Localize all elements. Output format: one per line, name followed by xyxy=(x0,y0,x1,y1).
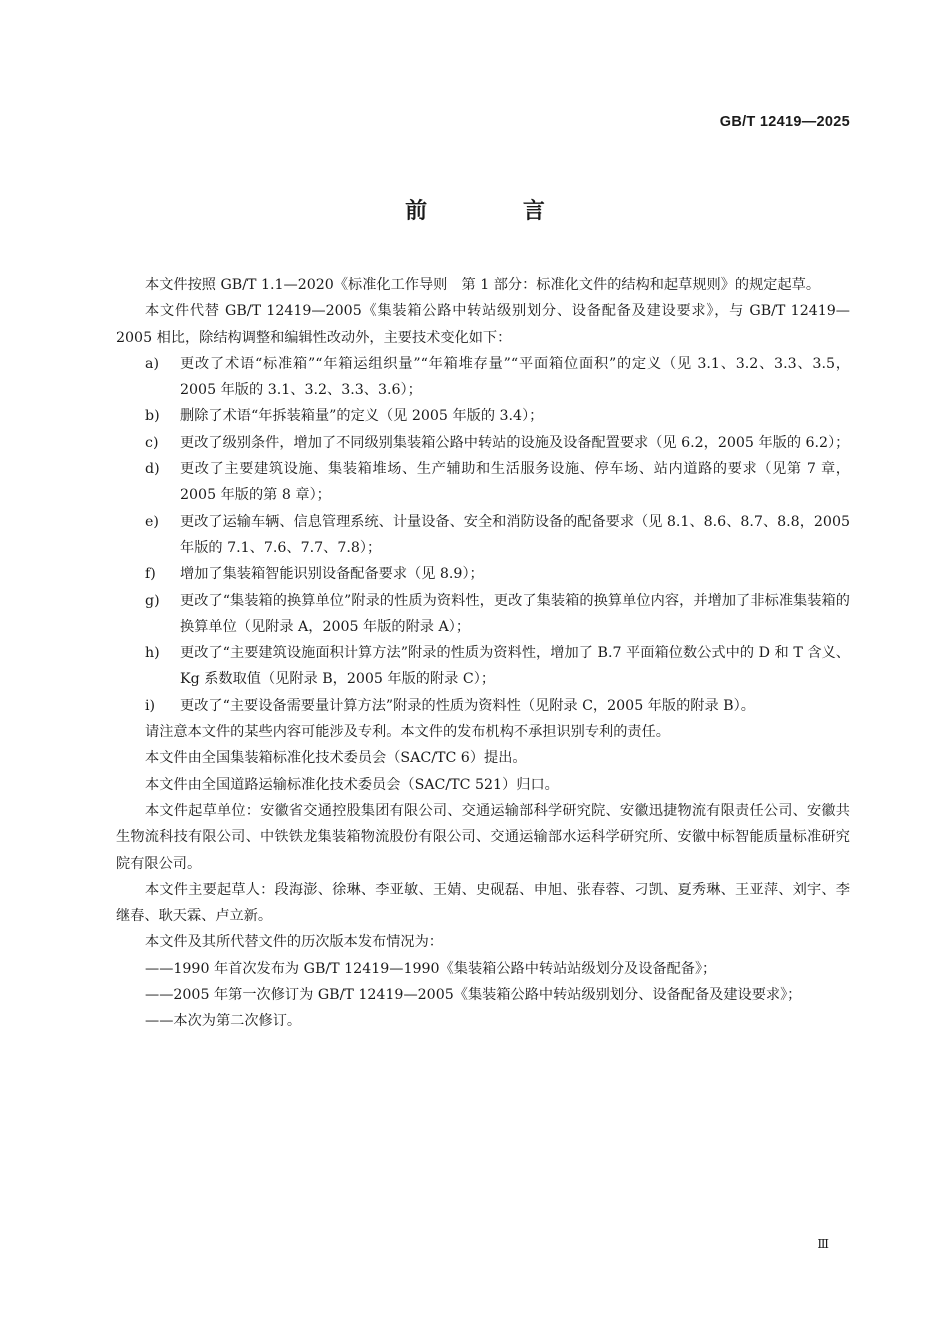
change-item xyxy=(116,588,850,641)
change-item-label: d) xyxy=(145,461,160,478)
change-item-text: 更改了术语“标准箱”“年箱运组织量”“年箱堆存量”“平面箱位面积”的定义（见 3.1、3.2、3.3、3.5，2005 年版的 3.1、3.2、3.3、3.6）； xyxy=(180,355,850,399)
proposer-paragraph: 本文件由全国集装箱标准化技术委员会（SAC/TC 6）提出。 xyxy=(145,750,527,767)
drafters-paragraph: 本文件主要起草人：段海澎、徐琳、李亚敏、王婧、史砚磊、申旭、张春蓉、刁凯、夏秀琳、王亚萍、刘宇、李继春、耿天霖、卢立新。 xyxy=(116,881,850,925)
history-item: ——本次为第二次修订。 xyxy=(145,1013,302,1030)
patent-notice: 请注意本文件的某些内容可能涉及专利。本文件的发布机构不承担识别专利的责任。 xyxy=(145,724,670,741)
change-item-label: f) xyxy=(145,566,156,583)
change-item-text: 增加了集装箱智能识别设备配备要求（见 8.9）； xyxy=(180,566,484,583)
change-item xyxy=(116,509,850,562)
centralized-by-paragraph: 本文件由全国道路运输标准化技术委员会（SAC/TC 521）归口。 xyxy=(145,776,559,793)
change-item-text: 更改了运输车辆、信息管理系统、计量设备、安全和消防设备的配备要求（见 8.1、8.6、8.7、8.8，2005 年版的 7.1、7.6、7.7、7.8）； xyxy=(180,513,850,556)
change-item-text: 更改了“集装箱的换算单位”附录的性质为资料性，更改了集装箱的换算单位内容，并增加了非标准集装箱的换算单位（见附录 A，2005 年版的附录 A）； xyxy=(180,592,850,635)
intro-paragraph: 本文件按照 GB/T 1.1—2020《标准化工作导则 第 1 部分：标准化文件的结构和起草规则》的规定起草。 xyxy=(145,277,821,293)
history-item: ——1990 年首次发布为 GB/T 12419—1990《集装箱公路中转站站级划分及设备配备》； xyxy=(145,960,717,977)
history-intro-paragraph: 本文件及其所代替文件的历次版本发布情况为： xyxy=(145,934,443,951)
change-item xyxy=(116,561,850,587)
change-item-text: 删除了术语“年拆装箱量”的定义（见 2005 年版的 3.4）； xyxy=(180,408,544,425)
change-item xyxy=(116,693,850,719)
change-item-label: b) xyxy=(145,408,160,425)
change-item-text: 更改了主要建筑设施、集装箱堆场、生产辅助和生活服务设施、停车场、站内道路的要求（见第 7 章，2005 年版的第 8 章）； xyxy=(180,461,850,504)
change-item-text: 更改了级别条件，增加了不同级别集装箱公路中转站的设施及设备配置要求（见 6.2，2005 年版的 6.2）； xyxy=(180,434,850,451)
change-item-label: g) xyxy=(145,592,160,609)
change-item xyxy=(116,403,850,429)
change-item xyxy=(116,351,850,404)
change-item xyxy=(116,456,850,509)
change-item-label: e) xyxy=(145,513,159,530)
page-title: 前 言 xyxy=(405,199,589,224)
change-item-label: h) xyxy=(145,645,160,662)
change-item-label: c) xyxy=(145,434,159,451)
change-item-text: 更改了“主要设备需要量计算方法”附录的性质为资料性（见附录 C，2005 年版的附录 B）。 xyxy=(180,697,755,714)
change-item xyxy=(116,640,850,693)
change-item-label: i) xyxy=(145,697,156,714)
intro-paragraph: 本文件代替 GB/T 12419—2005《集装箱公路中转站级别划分、设备配备及建设要求》，与 GB/T 12419—2005 相比，除结构调整和编辑性改动外，主要技术变化如下： xyxy=(116,303,850,346)
foreword-body xyxy=(116,272,850,1035)
change-item-text: 更改了“主要建筑设施面积计算方法”附录的性质为资料性，增加了 B.7 平面箱位数公式中的 D 和 T 含义、Kg 系数取值（见附录 B，2005 年版的附录 C）； xyxy=(180,645,850,688)
change-item-label: a) xyxy=(145,355,159,372)
page-number: Ⅲ xyxy=(817,1237,829,1251)
change-item xyxy=(116,430,850,456)
standard-code: GB/T 12419—2025 xyxy=(719,114,850,130)
drafting-units-paragraph: 本文件起草单位：安徽省交通控股集团有限公司、交通运输部科学研究院、安徽迅捷物流有限责任公司、安徽共生物流科技有限公司、中铁铁龙集装箱物流股份有限公司、交通运输部水运科学研究所、安徽中标智能质量标准研究院有限公司。 xyxy=(116,802,850,872)
history-item: ——2005 年第一次修订为 GB/T 12419—2005《集装箱公路中转站级别划分、设备配备及建设要求》； xyxy=(145,987,802,1004)
